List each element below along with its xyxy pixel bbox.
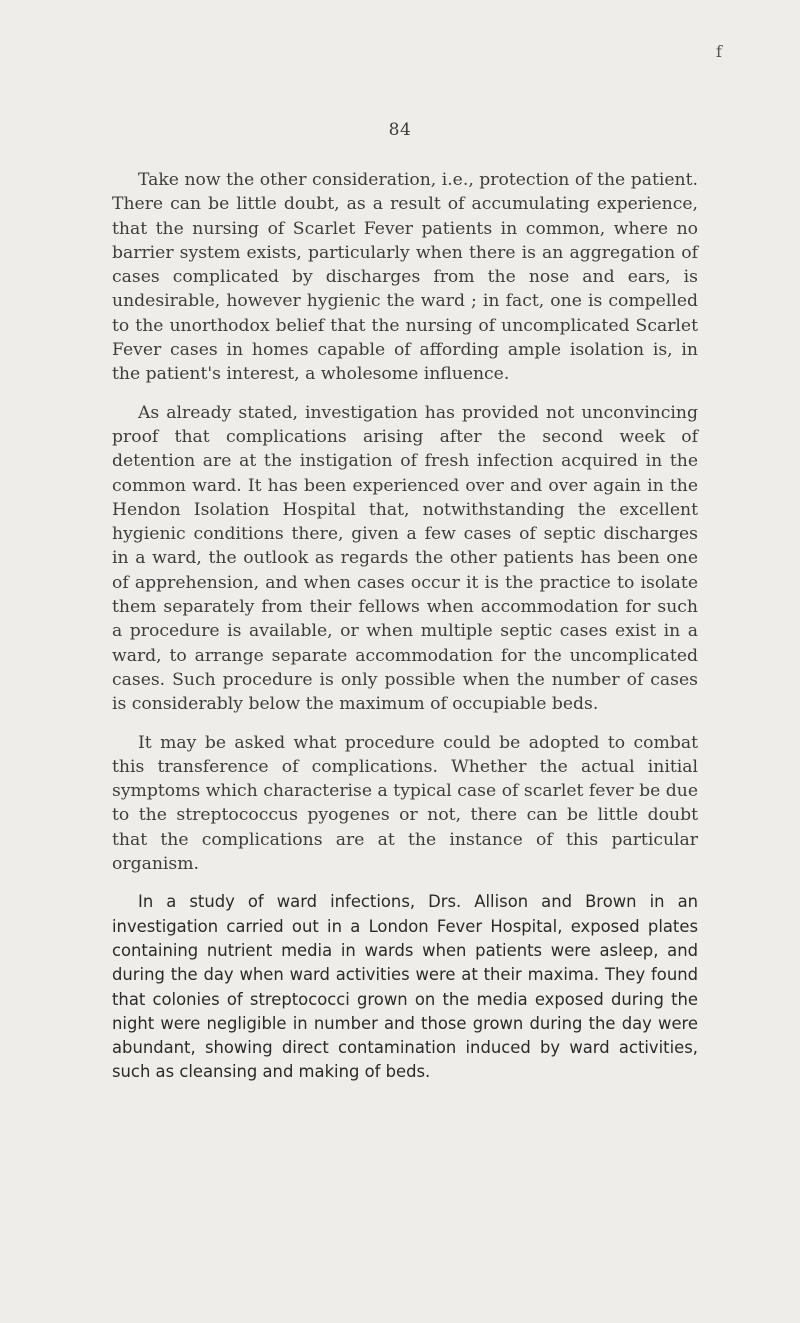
page-number: 84 <box>388 120 412 140</box>
paragraph-ward-infections-study: In a study of ward infections, Drs. Allison and Brown in an investigation carried out in a London Fever Hospital, exposed plates containing nutrient media in wards when patients were asleep, and during the day when ward activities were at their maxima. They found that colonies of streptococci grown on the media exposed during the night were negligible in number and those grown during the day were abundant, showing direct contamination induced by ward activities, such as cleansing and making of beds. <box>112 892 698 1082</box>
paragraph-procedure: It may be asked what procedure could be adopted to combat this transference of complications. Whether the actual initial symptoms which characterise a typical case of scarlet fever be due to the streptococcus pyogenes or not, there can be little doubt that the complications are at the instance of this particular organism. <box>112 732 698 875</box>
paragraph-investigation: As already stated, investigation has provided not unconvincing proof that complications arising after the second week of detention are at the instigation of fresh infection acquired in the common ward. It has been experienced over and over again in the Hendon Isolation Hospital that, notwithstanding the excellent hygienic conditions there, given a few cases of septic discharges in a ward, the outlook as regards the other patients has been one of apprehension, and when cases occur it is the practice to isolate them separately from their fellows when accommodation for such a procedure is available, or when multiple septic cases exist in a ward, to arrange separate accommodation for the uncomplicated cases. Such procedure is only possible when the number of cases is considerably below the maximum of occupiable beds. <box>112 402 698 715</box>
text-column <box>112 168 698 1099</box>
paragraph-protection-of-patient: Take now the other consideration, i.e., protection of the patient. There can be little doubt, as a result of accumulating experience, that the nursing of Scarlet Fever patients in common, where no barrier system exists, particularly when there is an aggregation of cases complicated by discharges from the nose and ears, is undesirable, however hygienic the ward ; in fact, one is compelled to the unorthodox belief that the nursing of uncomplicated Scarlet Fever cases in homes capable of affording ample isolation is, in the patient's interest, a wholesome influence. <box>112 170 698 385</box>
corner-mark: f <box>716 42 722 61</box>
